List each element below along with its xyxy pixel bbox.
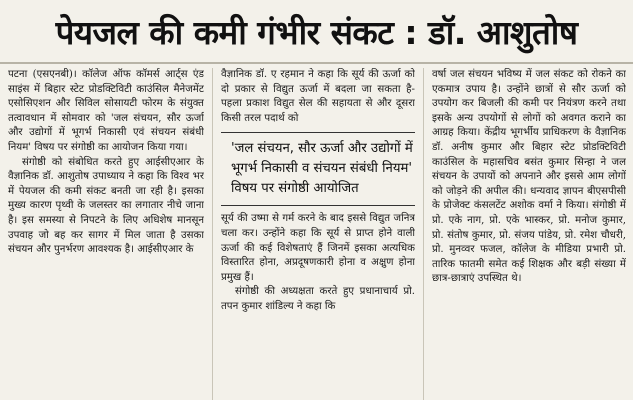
paragraph: वैज्ञानिक डॉ. ए रहमान ने कहा कि सूर्य की ऊर्जा को दो प्रकार से विद्युत ऊर्जा में बदला जा सकता है- पहला प्रकाश विद्युत सेल की सहायता से और दूसरा किसी तरल पदार्थ को	[221, 69, 415, 124]
paragraph: पटना (एसएनबी)। कॉलेज ऑफ कॉमर्स आर्ट्स एंड साइंस में बिहार स्टेट प्रोडक्टिविटी काउंसिल मैनेजमेंट एसोसिएशन और सिविल सोसायटी फोरम के संयुक्त तत्वावधान में सोमवार को 'जल संचयन, सौर ऊर्जा और उद्योगों में भूगर्भ निकासी एवं संचयन संबंधी नियम' विषय पर संगोष्ठी का आयोजन किया गया।	[8, 69, 204, 153]
paragraph: सूर्य की उष्मा से गर्म करने के बाद इससे विद्युत जनित्र चला कर। उन्होंने कहा कि सूर्य से प्राप्त होने वाली ऊर्जा की कई विशेषताएं हैं जिनमें इसका अत्यधिक विस्तारित होना, अप्रदूषणकारी होना व अक्षुण होना प्रमुख हैं।	[221, 213, 415, 283]
article-column-2	[221, 68, 415, 400]
paragraph: वर्षा जल संचयन भविष्य में जल संकट को रोकने का एकमात्र उपाय है। उन्होंने छात्रों से सौर ऊर्जा को उपयोग कर बिजली की कमी पर नियंत्रण करने तथा इसके अन्य उपयोगों से लोगों को अवगत कराने का आग्रह किया। केंद्रीय भूगर्भीय प्राधिकरण के वैज्ञानिक डॉ. अनीष कुमार और बिहार स्टेट प्रोडक्टिविटी काउंसिल के महासचिव बसंत कुमार सिन्हा ने जल संचयन के उपायों को अपनाने और इससे आम लोगों को जोड़ने की अपील की। धन्यवाद ज्ञापन बीएसपीसी के प्रोजेक्ट कंसलटेंट अशोक वर्मा ने किया। संगोष्ठी में प्रो. एके नाग, प्रो. एके भास्कर, प्रो. मनोज कुमार, प्रो. संतोष कुमार, प्रो. संजय पांडेय, प्रो. रमेश चौधरी, प्रो. मुनव्वर फजल, कॉलेज के मीडिया प्रभारी प्रो. तारिक फातमी समेत कई शिक्षक और बड़ी संख्या में छात्र-छात्राएं उपस्थित थे।	[432, 69, 626, 285]
headline-rule	[0, 62, 633, 64]
column-divider-1	[212, 68, 213, 400]
paragraph: संगोष्ठी की अध्यक्षता करते हुए प्रधानाचार्य प्रो. तपन कुमार शांडिल्य ने कहा कि	[221, 286, 415, 312]
column-divider-2	[423, 68, 424, 400]
headline: पेयजल की कमी गंभीर संकट : डॉ. आशुतोष	[55, 12, 578, 52]
article-column-3	[432, 68, 626, 400]
pull-quote: 'जल संचयन, सौर ऊर्जा और उद्योगों में भूगर्भ निकासी व संचयन संबंधी नियम' विषय पर संगोष्ठी आयोजित	[221, 132, 415, 206]
paragraph: संगोष्ठी को संबोधित करते हुए आईसीएआर के वैज्ञानिक डॉ. आशुतोष उपाध्याय ने कहा कि विश्व भर में पेयजल की कमी संकट बनती जा रही है। इसका मुख्य कारण पृथ्वी के जलस्तर का लगातार नीचे जाना है। इस समस्या से निपटने के लिए अधिशेष मानसून उपवाह जो बह कर सागर में मिल जाता है उसका संचयन और पुनर्भरण आवश्यक है। आईसीएआर के	[8, 156, 204, 256]
article-column-1	[8, 68, 204, 400]
